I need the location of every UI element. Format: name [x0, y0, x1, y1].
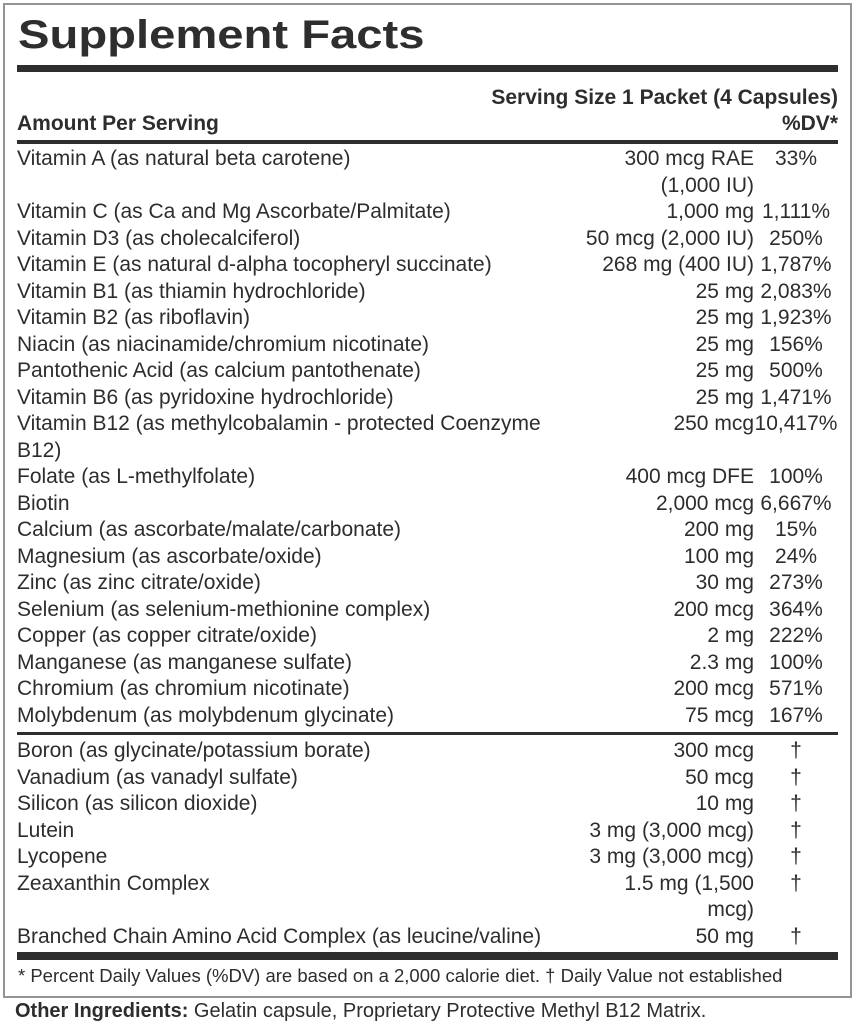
nutrient-name: Vitamin B12 (as methylcobalamin - protected Coenzyme B12) [17, 412, 541, 462]
nutrient-name: Zinc (as zinc citrate/oxide) [17, 571, 261, 594]
table-row [17, 385, 838, 412]
nutrient-name: Vitamin E (as natural d-alpha tocopheryl succinate) [17, 253, 492, 276]
nutrient-dv: 24% [774, 544, 818, 568]
nutrient-amount: 25 mg [695, 332, 754, 356]
other-ingredients-text: Gelatin capsule, Proprietary Protective Methyl B12 Matrix. [188, 1000, 707, 1022]
nutrient-amount: 1,000 mg [666, 200, 754, 223]
nutrient-amount: 100 mg [683, 544, 754, 568]
other-compound-rows [17, 738, 838, 950]
amount-per-serving-label: Amount Per Serving [17, 112, 219, 135]
nutrient-dv: † [790, 739, 802, 762]
nutrient-amount: 25 mg [695, 279, 754, 303]
table-row [17, 252, 838, 279]
table-row [17, 791, 838, 818]
other-ingredients-label: Other Ingredients: [15, 1000, 189, 1022]
nutrient-dv: 1,471% [760, 385, 832, 409]
table-row [17, 517, 838, 544]
table-row [17, 924, 838, 951]
column-header-row [17, 111, 838, 137]
nutrient-dv: 167% [769, 703, 823, 727]
nutrient-dv: 100% [769, 465, 823, 488]
nutrient-dv: 33% [774, 147, 818, 170]
nutrient-dv: 273% [769, 571, 823, 594]
nutrient-name: Zeaxanthin Complex [17, 871, 210, 895]
nutrient-name: Vitamin B1 (as thiamin hydrochloride) [17, 279, 366, 303]
table-row [17, 411, 838, 464]
nutrient-amount: 200 mcg [673, 677, 754, 700]
nutrient-name: Selenium (as selenium-methionine complex) [17, 597, 431, 621]
daily-value-footnote: * Percent Daily Values (%DV) are based on a 2,000 calorie diet. † Daily Value not established [18, 965, 783, 986]
nutrient-amount: 3 mg (3,000 mcg) [589, 845, 754, 868]
nutrient-amount: 50 mcg [685, 765, 754, 789]
nutrient-dv: 1,111% [761, 200, 831, 223]
nutrient-amount: 300 mcg RAE (1,000 IU) [624, 147, 754, 197]
nutrient-name: Lycopene [17, 845, 108, 868]
table-row [17, 818, 838, 845]
nutrient-dv: † [790, 871, 802, 895]
nutrient-amount: 3 mg (3,000 mcg) [589, 818, 754, 842]
nutrient-amount: 75 mcg [685, 703, 754, 727]
table-row [17, 738, 838, 765]
table-row [17, 279, 838, 306]
nutrient-dv: 1,923% [760, 306, 832, 329]
nutrient-name: Niacin (as niacinamide/chromium nicotinate) [17, 332, 430, 356]
nutrient-amount: 300 mcg [673, 739, 754, 762]
nutrient-name: Branched Chain Amino Acid Complex (as leucine/valine) [17, 924, 542, 948]
nutrient-dv: 500% [769, 359, 823, 382]
table-row [17, 358, 838, 385]
nutrient-name: Magnesium (as ascorbate/oxide) [17, 544, 322, 568]
nutrient-dv: 10,417% [754, 412, 838, 435]
nutrient-dv: 250% [769, 226, 823, 250]
nutrient-name: Vitamin D3 (as cholecalciferol) [17, 226, 301, 250]
nutrient-name: Copper (as copper citrate/oxide) [17, 624, 317, 647]
footnote-divider-bar [17, 952, 838, 960]
nutrient-amount: 25 mg [695, 385, 754, 409]
nutrient-amount: 2 mg [707, 624, 754, 647]
nutrient-dv: † [790, 924, 802, 948]
nutrient-dv: † [790, 792, 802, 815]
table-row [17, 676, 838, 703]
table-row [17, 491, 838, 518]
nutrient-name: Lutein [17, 818, 75, 842]
table-row [17, 199, 838, 226]
nutrient-amount: 200 mcg [673, 597, 754, 621]
supplement-facts-panel [3, 3, 852, 998]
nutrient-amount: 250 mcg [673, 412, 754, 435]
nutrient-amount: 1.5 mg (1,500 mcg) [624, 871, 754, 921]
table-row [17, 765, 838, 792]
nutrient-name: Biotin [17, 491, 70, 515]
table-row [17, 570, 838, 597]
nutrient-dv: 100% [769, 650, 823, 674]
title-divider-bar [17, 65, 838, 72]
nutrient-amount: 30 mg [695, 571, 754, 594]
nutrient-name: Vitamin B6 (as pyridoxine hydrochloride) [17, 385, 394, 409]
nutrient-amount: 10 mg [695, 792, 754, 815]
nutrient-amount: 50 mg [695, 924, 754, 948]
table-row [17, 623, 838, 650]
panel-title: Supplement Facts [18, 13, 425, 57]
header-divider-bar [17, 140, 838, 144]
nutrient-amount: 25 mg [695, 359, 754, 382]
table-row [17, 146, 838, 199]
nutrient-dv: 15% [774, 518, 818, 541]
nutrient-amount: 50 mcg (2,000 IU) [585, 226, 754, 250]
nutrient-dv: † [790, 845, 802, 868]
table-row [17, 871, 838, 924]
nutrient-name: Molybdenum (as molybdenum glycinate) [17, 703, 395, 727]
table-row [17, 844, 838, 871]
nutrient-name: Vanadium (as vanadyl sulfate) [17, 765, 298, 789]
nutrient-name: Vitamin C (as Ca and Mg Ascorbate/Palmitate) [17, 200, 451, 223]
nutrient-dv: 364% [769, 597, 823, 621]
nutrient-amount: 200 mg [683, 518, 754, 541]
nutrient-name: Manganese (as manganese sulfate) [17, 650, 353, 674]
nutrient-name: Vitamin B2 (as riboflavin) [17, 306, 251, 329]
nutrient-name: Boron (as glycinate/potassium borate) [17, 739, 371, 762]
nutrient-dv: 222% [769, 624, 823, 647]
nutrient-dv: 2,083% [760, 279, 832, 303]
nutrient-amount: 25 mg [695, 306, 754, 329]
nutrient-name: Silicon (as silicon dioxide) [17, 792, 258, 815]
nutrient-dv: † [790, 818, 802, 842]
nutrient-dv: 156% [769, 332, 823, 356]
section-divider-bar [17, 732, 838, 735]
table-row [17, 544, 838, 571]
nutrient-name: Pantothenic Acid (as calcium pantothenate) [17, 359, 421, 382]
nutrient-amount: 400 mcg DFE [625, 465, 754, 488]
nutrient-amount: 2.3 mg [689, 650, 754, 674]
percent-dv-label: %DV* [781, 112, 838, 135]
nutrient-amount: 2,000 mcg [655, 491, 754, 515]
table-row [17, 703, 838, 730]
nutrient-name: Chromium (as chromium nicotinate) [17, 677, 350, 700]
other-ingredients [15, 999, 845, 1024]
table-row [17, 650, 838, 677]
table-row [17, 226, 838, 253]
table-row [17, 464, 838, 491]
table-row [17, 332, 838, 359]
nutrient-dv: 6,667% [760, 491, 832, 515]
serving-size: Serving Size 1 Packet (4 Capsules) [491, 86, 838, 109]
nutrient-dv: 571% [769, 677, 823, 700]
table-row [17, 597, 838, 624]
nutrient-dv: † [790, 765, 802, 789]
nutrient-dv: 1,787% [760, 253, 832, 276]
nutrient-name: Vitamin A (as natural beta carotene) [17, 147, 351, 170]
nutrient-rows [17, 146, 838, 729]
table-row [17, 305, 838, 332]
nutrient-amount: 268 mg (400 IU) [602, 253, 754, 276]
nutrient-name: Calcium (as ascorbate/malate/carbonate) [17, 518, 402, 541]
nutrient-name: Folate (as L-methylfolate) [17, 465, 256, 488]
